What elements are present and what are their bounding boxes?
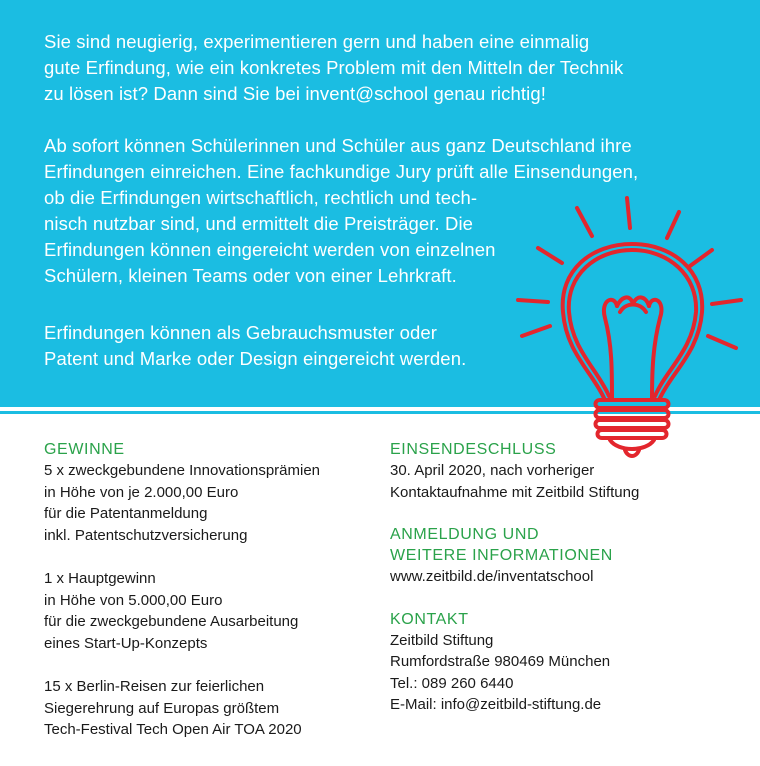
lightbulb-icon: [500, 180, 750, 470]
text-line: in Höhe von je 2.000,00 Euro: [44, 483, 239, 501]
text-line: in Höhe von 5.000,00 Euro: [44, 591, 223, 609]
website-link[interactable]: www.zeitbild.de/inventatschool: [390, 568, 594, 585]
intro-paragraph-1: [44, 29, 623, 107]
intro-paragraph-3: [44, 320, 466, 372]
text-line: Erfindungen können als Gebrauchsmuster oder: [44, 322, 438, 343]
text-line: 5 x zweckgebundene Innovationsprämien: [44, 462, 321, 479]
info-section: [390, 439, 639, 716]
email-link[interactable]: E-Mail: info@zeitbild-stiftung.de: [390, 696, 602, 713]
text-line: Zeitbild Stiftung: [390, 631, 494, 649]
text-line: ob die Erfindungen wirtschaftlich, rechtlich und tech-: [44, 187, 478, 208]
phone-link[interactable]: Tel.: 089 260 6440: [390, 674, 514, 692]
text-line: Ab sofort können Schülerinnen und Schüler aus ganz Deutschland ihre: [44, 135, 632, 156]
spacer: [390, 588, 639, 609]
text-line: inkl. Patentschutzversicherung: [44, 526, 248, 544]
text-line: Erfindungen können eingereicht werden von einzelnen: [44, 239, 496, 260]
text-line: für die Patentanmeldung: [44, 505, 208, 522]
text-line: 15 x Berlin-Reisen zur feierlichen: [44, 678, 265, 695]
einsendeschluss-heading: EINSENDESCHLUSS: [390, 441, 557, 458]
text-line: Siegerehrung auf Europas größtem: [44, 699, 280, 717]
text-line: 1 x Hauptgewinn: [44, 570, 156, 587]
text-line: Kontaktaufnahme mit Zeitbild Stiftung: [390, 483, 640, 501]
text-line: Erfindungen einreichen. Eine fachkundige Jury prüft alle Einsendungen,: [44, 161, 639, 182]
spacer: [44, 654, 320, 676]
spacer: [390, 503, 639, 524]
text-line: Rumfordstraße 980469 München: [390, 653, 611, 670]
spacer: [44, 546, 320, 568]
kontakt-heading: KONTAKT: [390, 610, 469, 628]
text-line: eines Start-Up-Konzepts: [44, 634, 208, 652]
gewinne-heading: GEWINNE: [44, 441, 125, 458]
text-line: Sie sind neugierig, experimentieren gern und haben eine einmalig: [44, 31, 590, 52]
text-line: gute Erfindung, wie ein konkretes Problem mit den Mitteln der Technik: [44, 57, 624, 78]
text-line: für die zweckgebundene Ausarbeitung: [44, 613, 299, 630]
text-line: Tech-Festival Tech Open Air TOA 2020: [44, 721, 302, 738]
text-line: Patent und Marke oder Design eingereicht werden.: [44, 348, 467, 369]
text-line: Schülern, kleinen Teams oder von einer Lehrkraft.: [44, 265, 457, 286]
text-line: zu lösen ist? Dann sind Sie bei invent@school genau richtig!: [44, 83, 546, 104]
anmeldung-heading: ANMELDUNG UND: [390, 526, 540, 543]
text-line: nisch nutzbar sind, und ermittelt die Preisträger. Die: [44, 213, 474, 234]
text-line: 30. April 2020, nach vorheriger: [390, 462, 595, 479]
anmeldung-heading-2: WEITERE INFORMATIONEN: [390, 547, 613, 564]
gewinne-section: [44, 439, 320, 741]
